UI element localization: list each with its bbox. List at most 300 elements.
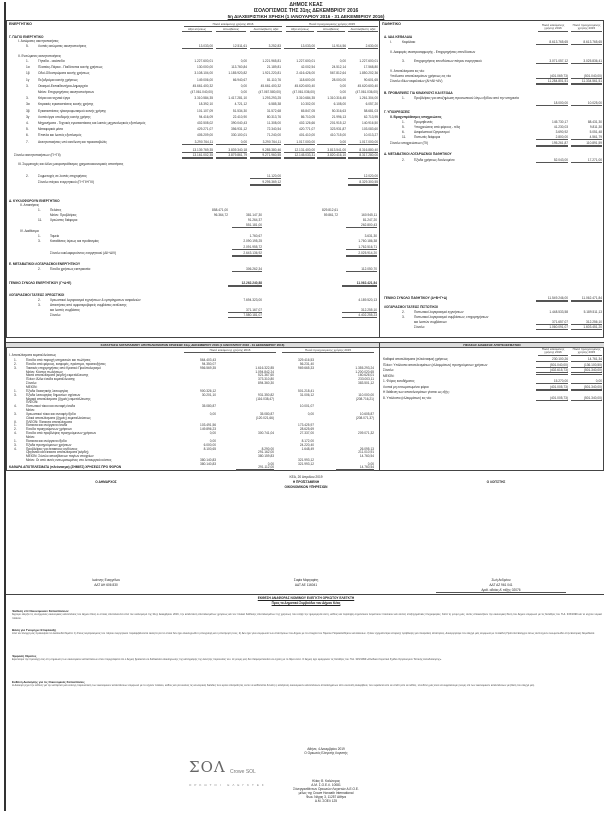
amount-cell: 321.993,12 — [298, 461, 314, 466]
row-label: Έκτακτα και ανόργανα έξοδα — [26, 438, 67, 443]
row-number: 3. — [14, 365, 17, 370]
amount-cell: 1.221.965,81 — [262, 59, 281, 63]
amount-cell: 211.010,91 — [358, 450, 374, 455]
amount-cell: 13.161.002,35 — [182, 153, 213, 159]
amount-cell: 567.812,64 — [330, 71, 346, 76]
row-number: 3. — [38, 303, 41, 307]
amount-cell: (208.071,37) — [355, 415, 374, 420]
row-label: Σύνολο υποχρεώσεων (ΓΙΙ) — [390, 141, 429, 145]
row-number: II. — [14, 419, 17, 424]
amount-cell: 969.665,33 — [298, 365, 314, 370]
amount-cell: 3.252,83 — [250, 44, 281, 49]
amount-cell: 390.040,43 — [231, 121, 247, 125]
row-label: Ακινητοποιήσεις υπό εκτέλεση και προκαταβολές — [38, 139, 107, 144]
row-label: Α. ΙΔΙΑ ΚΕΦΑΛΑΙΑ — [384, 35, 413, 39]
row-number: 3. — [26, 83, 29, 88]
amount-cell: 24.512,14 — [331, 65, 346, 70]
col-header: Αξία κτήσεως — [286, 27, 314, 32]
audit-paragraph: Από τον έλεγχό μας προέκυψαν τα ακόλουθα θέματα: 1) Στους λογαριασμούς του πάγιου ενεργητικού περιλαμβάνονται ακίνητα για τα οποία δεν έχει ολοκληρωθεί η απογραφή και η αποτίμησή τους. 2) Δεν έχει γίνει συμφωνία των απαιτήσεων του Δήμου με τα στοιχεία του Ταμείου Παρακαταθηκών και Δανείων. 3) Δεν σχηματίστηκε επαρκής πρόβλεψη για επισφαλείς απαιτήσεις. Διενεργήσαμε τον έλεγχό μας σύμφωνα με τα Διεθνή Πρότυπα Ελέγχου όπως αυτά έχουν ενσωματωθεί στην Ελληνική Νομοθεσία. — [12, 632, 596, 635]
row-label: Απαιτήσεις από αμφοτεροβαρείς συμβάσεις εκτέλεσης — [50, 303, 127, 307]
amount-cell: 160.945,11 — [361, 213, 377, 217]
amount-cell: 62.713,95 — [363, 114, 378, 119]
row-number: 3α — [26, 102, 30, 107]
row-number: 4. — [14, 431, 17, 436]
row-number: 11. — [38, 218, 43, 222]
row-number: 1. — [26, 59, 29, 63]
table-row — [6, 141, 604, 145]
row-label: ΜΕΙΟΝ: Σύνολο αποσβέσεων παγίων στοιχείων — [26, 454, 94, 459]
row-label: Λοιπές ασώματες ακινητοποιήσεις — [38, 44, 87, 48]
row-label: Μικτά αποτελέσματα (κέρδη) εκμετάλλευσης — [26, 373, 89, 378]
amount-cell: 3.879.861,79 — [216, 153, 247, 159]
row-number: 3. — [14, 442, 17, 447]
table-row — [6, 174, 604, 178]
amount-cell: 9.811,30 — [589, 125, 602, 129]
amount-cell: 956.569,35 — [200, 365, 216, 370]
amount-cell: 12.020,00 — [348, 174, 378, 179]
amount-cell: 9.295.369,12 — [250, 180, 281, 186]
amount-cell: 1.185.920,82 — [228, 71, 247, 76]
row-label: Μηχανήματα - Τεχνικές εγκαταστάσεις και λοιπός μηχανολογικός εξοπλισμός — [38, 121, 146, 125]
amount-cell: 6.585,38 — [268, 102, 281, 107]
firm-logo: ΣΟΛ — [189, 758, 226, 776]
row-number: 4. — [26, 121, 29, 125]
col-group-prior: Ποσά προηγούμενης χρήσης 2015 — [286, 22, 378, 27]
amount-cell: 0,00 — [317, 140, 346, 145]
row-label: Οικισμοί-Εκπαιδευτήρια-Δημαρχεία — [38, 83, 88, 88]
amount-cell: 45.620.600,40 — [357, 83, 378, 88]
row-label: ΠΛΕΟΝ: Έκτακτα αποτελέσματα — [26, 419, 72, 424]
amount-cell — [571, 374, 602, 375]
row-number: 3. — [14, 411, 17, 416]
amount-cell: 149.006,00 — [197, 77, 213, 82]
amount-cell: 110.891,59 — [571, 141, 602, 147]
receivables-heading: II. Απαιτήσεις — [20, 203, 40, 207]
row-number: 2. — [26, 174, 29, 178]
amount-cell: 18.000,00 — [536, 101, 568, 106]
row-label: Οδοί-Οδοστρώματα κοινής χρήσεως — [38, 71, 90, 76]
amount-cell: 501.218,41 — [298, 388, 314, 393]
amount-cell: 52.043,00 — [536, 158, 568, 163]
audit-heading-emphasis: Έμφαση θέματος — [12, 654, 37, 658]
amount-cell: 0,00 — [339, 90, 346, 94]
amount-cell: 858.471,00 — [212, 208, 228, 212]
row-label: Μείον: Επιχορηγήσεις ακινητοποιήσεων — [38, 90, 95, 94]
amount-cell: 24.220,40 — [299, 442, 314, 447]
amount-cell: 551.181,00 — [232, 223, 262, 228]
amount-cell: 8.100,65 — [203, 446, 216, 451]
table-row — [6, 310, 604, 314]
row-label: Πιστωτικοί λογαριασμοί συμβάσεων, επιχορηγήσεων — [414, 315, 489, 319]
amount-cell: 17.568,80 — [363, 65, 378, 70]
amount-cell: 10.605,87 — [359, 411, 374, 416]
amount-cell: 420.771,07 — [299, 127, 315, 132]
amount-cell: 1.261.304,00 — [359, 96, 378, 101]
amount-cell: 10.001,07 — [299, 404, 314, 409]
amount-cell: 564.403,43 — [200, 358, 216, 362]
amount-cell: 201.915,12 — [330, 121, 346, 125]
row-label: Β. ΠΡΟΒΛΕΨΕΙΣ ΓΙΑ ΚΙΝΔΥΝΟΥΣ ΚΑΙ ΕΞΟΔΑ — [384, 91, 453, 95]
table-row — [6, 234, 604, 238]
col-header: Ποσά προηγούμενης χρήσης 2015 — [282, 348, 374, 353]
amount-cell: (47.061.040,00) — [190, 90, 213, 94]
audit-heading-report: Έκθεση επί Οικονομικών Καταστάσεων — [12, 609, 69, 613]
amount-cell: 81.110,76 — [267, 77, 281, 82]
row-label: Καταθέσεις όψεως και προθεσμίας — [50, 239, 99, 243]
auditor-place-date: Αθήνα, 4 Δεκεμβρίου 2019 — [307, 747, 345, 751]
row-label: Η διάθεση των αποτελεσμάτων γίνεται ως εξής: — [383, 390, 450, 394]
row-label: Έσοδα από προβλέψεις προηγούμενων χρήσεων — [26, 431, 97, 436]
amount-cell: 1.760,67 — [249, 234, 262, 238]
audit-heading-basis: Βάση για Γνώμη με Επιφύλαξη — [12, 628, 57, 632]
amount-cell: 2.091.955,72 — [232, 245, 262, 250]
row-label: Ολικά αποτελέσματα (ζημιές) εκμεταλλεύσεως — [26, 415, 91, 420]
amount-cell: 59.861,72 — [323, 213, 338, 217]
table-row — [6, 245, 604, 249]
audit-heading-responsibility: Ευθύνη Διοίκησης για τις Οικονομικές Καταστάσεις — [12, 680, 85, 684]
table-row — [6, 180, 604, 184]
row-label: II. Βραχυπρόθεσμες υποχρεώσεις — [390, 115, 442, 119]
row-label: Κτίρια και τεχνικά έργα — [38, 96, 70, 101]
amount-cell: 3.108.104,00 — [194, 71, 213, 76]
amount-cell: 0,00 — [209, 431, 216, 436]
row-label: Σύνολο κυκλοφορούντος ενεργητικού (ΔΙΙ+ΔΙV) — [50, 251, 117, 255]
fiscal-period: 5η ΔΙΑΧΕΙΡΙΣΤΙΚΗ ΧΡΗΣΗ (1 ΙΑΝΟΥΑΡΙΟΥ 2016 - 31 ΔΕΚΕΜΒΡΙΟΥ 2016) — [227, 14, 385, 19]
row-number: 5. — [26, 44, 29, 48]
amount-cell: 11.334.561,51 — [571, 79, 602, 85]
amount-cell: 931.350,82 — [258, 392, 274, 397]
row-number: 2. — [402, 158, 405, 162]
row-number: 2. — [14, 427, 17, 432]
amount-cell: 402.126,66 — [299, 121, 315, 125]
row-label: Προβλέψεις για αποζημίωση προσωπικού λόγω εξόδου από την υπηρεσία — [414, 96, 519, 100]
row-number: 1. — [38, 234, 41, 238]
amount-cell: 4.189.520,13 — [358, 298, 377, 302]
table-row — [6, 315, 604, 319]
row-label: Έσοδα από παροχή υπηρεσιών και πωλήσεις — [26, 358, 91, 362]
col-header: Ποσά κλειόμενης χρήσης 2016 — [184, 348, 276, 353]
table-row — [6, 363, 604, 367]
auditor-name: Ηλίας Θ. Καλύτερος — [311, 779, 341, 783]
col-group-current: Ποσά κλειόμενης χρήσης 2016 — [184, 22, 282, 27]
row-label: Μερικά αποτελέσματα (ζημιές) εκμετάλλευσης — [26, 396, 91, 401]
row-label: Εγκαταστάσεις ηλεκτροφωτισμού κοινής χρήσης — [38, 108, 106, 113]
amount-cell: 1.417.281,10 — [228, 96, 247, 101]
table-row — [6, 208, 604, 212]
amount-cell: 291.112,00 — [236, 465, 274, 471]
participations-heading: III. Συμμετοχές και άλλες μακροπρόθεσμες χρηματοοικονομικές απαιτήσεις — [18, 162, 124, 166]
row-label: Οργανικά και έκτακτα αποτελέσματα (κέρδη) — [26, 450, 89, 455]
amount-cell: 22.410,90 — [232, 114, 247, 119]
signature-date: ΚΕΑ, 20 Απριλίου 2019 — [289, 475, 323, 479]
row-label: ΜΕΙΟΝ: — [26, 384, 38, 389]
row-label: και λοιπών συμβάσεων — [414, 320, 447, 324]
amount-cell: 31.006,12 — [299, 392, 314, 397]
amount-cell: 405.209,00 — [197, 133, 213, 138]
amount-cell: 380.140,83 — [200, 461, 216, 466]
audit-paragraph: Εφιστούμε την προσοχή σας στη σημείωση των οικονομικών καταστάσεων όπου περιγράφεται ότι ο Δήμος βρίσκεται σε διαδικασία ολοκλήρωσης της καταγραφής της ακίνητης περιουσίας του. Η γνώμη μας δεν διαφοροποιείται σε σχέση με το θέμα αυτό. Ο Δήμος έχει εφαρμόσει τις διατάξεις του Π.Δ. 315/1999 «Κλαδικό Λογιστικό Σχέδιο Οργανισμών Τοπικής Αυτοδιοίκησης». — [12, 658, 442, 661]
row-label: και λοιπές συμβάσεις — [50, 308, 80, 312]
head-id: ΑΔΤ ΑΕ 116041 — [294, 583, 318, 587]
table-row — [6, 115, 604, 119]
row-number: I. — [390, 40, 392, 44]
section-divider — [6, 594, 604, 595]
amount-cell: 1.616.322,85 — [255, 365, 274, 370]
audit-addressee: Προς το Δημοτικό Συμβούλιο του Δήμου Κέας — [271, 601, 341, 605]
row-label: Μείον: Κόστος πωλήσεων — [26, 369, 63, 374]
amount-cell: 4.402.255,23 — [342, 313, 377, 318]
amount-cell: 12.145.033,31 — [284, 153, 315, 159]
amount-cell: 3.690,92 — [555, 130, 568, 134]
amount-cell: 8.317.280,00 — [348, 153, 378, 159]
amount-cell: 21.996,13 — [331, 114, 346, 119]
row-number: 6. — [402, 130, 405, 134]
amount-cell: 300.741,04 — [258, 431, 274, 436]
head-name: Σοφία Μαργαρίτη — [293, 578, 319, 582]
amount-cell: 1.355.293,24 — [355, 365, 374, 370]
audit-title: ΕΚΘΕΣΗ ΑΝΑΦΟΡΑΣ ΝΟΜΙΜΟΥ ΕΛΕΓΚΤΗ ΟΡΚΩΤΟΥ ΕΛΕΓΚΤΗ — [257, 596, 355, 600]
table-row — [6, 35, 604, 39]
amount-cell: 6.108,00 — [333, 102, 346, 107]
head-title: Η ΠΡΟΪΣΤΑΜΕΝΗ — [292, 480, 320, 484]
amount-cell: 7.580.181,07 — [228, 313, 262, 318]
table-row — [6, 91, 604, 95]
row-label: Έσοδα προηγούμενων χρήσεων — [26, 427, 72, 432]
amount-cell: 28.000,00 — [331, 77, 346, 82]
amount-cell: 5.189.511,13 — [583, 310, 602, 314]
amount-cell: 5.051,48 — [589, 130, 602, 134]
amount-cell: 12.262.240,88 — [228, 281, 262, 287]
table-row — [6, 465, 604, 469]
table-row — [6, 84, 604, 88]
firm-registration: Α.Μ. ΣΟΕΛ 125 — [314, 799, 338, 803]
row-number: 1. — [402, 96, 405, 100]
amount-cell: 27.337,00 — [299, 431, 314, 436]
amount-cell: 829.812,61 — [322, 208, 338, 212]
amount-cell: 330.100,01 — [231, 133, 247, 138]
amount-cell: 3.820.416,10 — [317, 153, 346, 159]
amount-cell: 3.310.584,35 — [194, 96, 213, 101]
row-number: 3. — [402, 59, 405, 63]
row-label: Πελάτες — [50, 208, 62, 212]
table-row — [6, 40, 604, 44]
row-number: 4. — [14, 404, 17, 409]
amount-cell: 8.613.765,65 — [571, 40, 602, 45]
row-number: 2. — [38, 267, 41, 271]
amount-cell: 173.425,97 — [298, 423, 314, 428]
row-number: 11. — [402, 135, 407, 139]
amount-cell: 2.416.426,00 — [296, 71, 315, 76]
amount-cell: 41.230,03 — [553, 125, 568, 129]
row-number: 3. — [14, 392, 17, 397]
table-row — [6, 251, 604, 255]
amount-cell: 0,00 — [240, 83, 247, 88]
amount-cell: 90.601,65 — [363, 77, 378, 82]
amount-cell: 3.310.684,35 — [296, 96, 315, 101]
row-label: Χρεωστικοί λογαριασμοί εγγυήσεων & εμπράγματων ασφαλειών — [50, 298, 141, 302]
amount-cell: 10.013,27 — [363, 133, 378, 138]
row-label: Σύνολο πάγιου ενεργητικού (ΓΙ+ΓΙΙ+ΓΙΙΙ) — [38, 180, 94, 184]
row-label: Ασφαλιστικοί Οργανισμοί — [414, 130, 450, 134]
amount-cell: 1.603.451,20 — [571, 325, 602, 330]
asset-accruals-heading: Ε. ΜΕΤΑΒΑΤΙΚΟΙ ΛΟΓΑΡΙΑΣΜΟΙ ΕΝΕΡΓΗΤΙΚΟΥ — [9, 262, 81, 266]
row-number: 3. — [402, 315, 405, 319]
row-label: Έξοδα χρήσεως δουλευμένα — [414, 158, 455, 162]
amount-cell: (47.061.036,00) — [355, 90, 378, 94]
amount-cell: 262.800,43 — [346, 223, 377, 228]
amount-cell: 1.227.600,01 — [359, 59, 378, 63]
amount-cell: 11.284.801,51 — [536, 79, 568, 85]
accountant-title: Ο ΛΟΓΙΣΤΗΣ — [486, 480, 506, 484]
amount-cell: 14.760,54 — [336, 465, 374, 471]
row-label: Έσοδα από φόρους, εισφορές, πρόστιμα, προσαυξήσεις — [26, 361, 106, 366]
amount-cell: 3.071.057,12 — [536, 59, 568, 64]
amount-cell: 3.290.764,11 — [182, 140, 213, 145]
table-row — [6, 239, 604, 243]
row-number: 1β — [26, 71, 30, 76]
amount-cell: 12.511,61 — [216, 44, 247, 49]
row-label: Επιχορηγήσεις επενδύσεων πάγιου ενεργητικού — [414, 59, 482, 63]
amount-cell: 233.003,11 — [358, 377, 374, 382]
amount-cell: 1.060.091,07 — [536, 325, 568, 330]
table-row — [6, 101, 604, 105]
amount-cell: 80.313,76 — [266, 114, 281, 119]
table-row — [6, 79, 604, 83]
col-header: Αναπόσβεστη αξία — [250, 27, 282, 32]
amount-cell: 1.760.186,38 — [358, 239, 377, 243]
row-label: Λοιποί μη ενσωματωμένοι φόροι — [383, 384, 429, 389]
amount-cell: 94.416,09 — [198, 114, 213, 119]
amount-cell: 900.326,12 — [200, 388, 216, 393]
amount-cell: 96.364,72 — [213, 213, 228, 217]
assets-title: ΕΝΕΡΓΗΤΙΚΟ — [9, 22, 32, 26]
current-assets-heading: Δ. ΚΥΚΛΟΦΟΡΟΥΝ ΕΝΕΡΓΗΤΙΚΟ — [9, 199, 60, 203]
row-number: 3. — [26, 96, 29, 101]
amount-cell: 149.896,23 — [200, 427, 216, 432]
row-label: 8. Υπόλοιπο (ελλειμμάτων) εις νέο — [383, 395, 432, 400]
row-label: Υπόλοιπο αποτελεσμάτων χρήσεως εις νέο — [390, 74, 452, 78]
table-row — [6, 396, 604, 400]
amount-cell: 4.561,79 — [571, 135, 602, 140]
amount-cell: 6.000,00 — [203, 442, 216, 447]
amount-cell: 56.231,40 — [299, 361, 314, 366]
row-label: Κτιριακές εγκαταστάσεις κοινής χρήσης — [38, 102, 94, 107]
row-label: Σύνολο — [50, 313, 61, 317]
amount-cell: 51.534,30 — [232, 108, 247, 113]
amount-cell: 13.033,00 — [284, 44, 315, 49]
amount-cell: 14.760,54 — [359, 454, 374, 459]
row-label: II. Διαφορές αναπροσαρμογής - Επιχορηγήσεις επενδύσεων — [390, 50, 476, 54]
amount-cell: 1.200.020,65 — [355, 369, 374, 374]
table-row — [6, 223, 604, 227]
amount-cell: 113.760,84 — [231, 65, 247, 70]
amount-cell: 88.431,30 — [587, 120, 602, 124]
tangible-heading: II. Ενσώματες ακινητοποιήσεις — [18, 54, 61, 58]
amount-cell: (401.069,73) — [536, 74, 568, 79]
row-label: Μείον: Οι από αυτές ενσωματωμένες στο λειτουργικό κόστος — [26, 458, 112, 463]
row-label: Πλέον: Υπόλοιπο αποτελεσμάτων (ελλειμμάτων) προηγούμενων χρήσεων — [383, 362, 488, 367]
table-row — [6, 374, 604, 378]
table-row — [6, 44, 604, 48]
amount-cell: 7.694.323,00 — [243, 298, 262, 302]
amount-cell: 110.000,00 — [358, 392, 374, 397]
amount-cell: 402.508,02 — [197, 121, 213, 125]
amount-cell: 145.730,17 — [552, 120, 568, 124]
amount-cell: 1.094.842,24 — [255, 369, 274, 374]
row-number: 2. — [14, 361, 17, 366]
amount-cell: 312.255,10 — [342, 308, 377, 313]
table-row — [6, 50, 604, 54]
table-row — [6, 96, 604, 100]
amount-cell: 11.914,56 — [317, 44, 346, 49]
col-header: Αναπόσβεστη αξία — [348, 27, 378, 32]
amount-cell: 8.316.880,40 — [348, 148, 378, 153]
row-label: Μεταφορικά μέσα — [38, 127, 63, 132]
amount-cell: 11.062.421,84 — [342, 281, 377, 287]
row-number: 3. — [38, 239, 41, 243]
amount-cell: 31.572,68 — [266, 108, 281, 113]
amount-cell: 72.340,54 — [266, 127, 281, 132]
amount-cell: 58.681,03 — [363, 108, 378, 113]
mayor-id: ΑΔΤ ΑΗ 606 830 — [94, 583, 118, 587]
amount-cell: 26.095,13 — [359, 446, 374, 451]
firm-logo-partner: Crowe SOL — [230, 769, 256, 775]
amount-cell: 321.993,12 — [298, 458, 314, 463]
col-header: Αποσβέσεις — [216, 27, 246, 32]
row-label: Κεφάλαιο — [402, 40, 416, 44]
row-number: 2. — [402, 310, 405, 314]
row-label: Έξοδα λειτουργίας δημοσίων σχέσεων — [26, 392, 81, 397]
amount-cell: 11.549.246,00 — [536, 296, 568, 302]
amount-cell: 3.025.836,41 — [571, 59, 602, 64]
amount-cell: 329.416,53 — [298, 358, 314, 362]
debit-memo-heading: ΛΟΓΑΡΙΑΣΜΟΙ ΤΑΞΕΩΣ ΧΡΕΩΣΤΙΚΟΙ — [9, 293, 65, 297]
amount-cell: 894.360,30 — [258, 381, 274, 386]
amount-cell: 118.600,00 — [299, 77, 315, 82]
row-number: 3γ — [26, 114, 30, 119]
amount-cell: 50.316,63 — [331, 108, 346, 113]
amount-cell: 103.491,56 — [200, 423, 216, 428]
amount-cell: 10.025,00 — [571, 101, 602, 106]
row-label: Προβλέψεις για έκτακτους κινδύνους — [26, 446, 78, 451]
row-number: 6. — [26, 133, 29, 138]
row-label: Πεζοδρόμια κοινής χρήσεως — [38, 77, 78, 82]
amount-cell: 101.107,09 — [197, 108, 213, 113]
amount-cell: 0,00 — [216, 140, 247, 145]
amount-cell: 140.916,50 — [362, 121, 378, 125]
row-label: V. Αποτελέσματα εις νέο — [390, 69, 425, 73]
row-label: ΜΕΙΟΝ: — [383, 373, 395, 378]
amount-cell: 18.392,10 — [198, 102, 213, 107]
amount-cell: 8.290,00 — [261, 446, 274, 451]
amount-cell: 8.172,00 — [301, 438, 314, 443]
firm-membership: μέλος της Crowe Horwath International — [298, 791, 354, 795]
row-label: Χρεώστες διάφοροι — [50, 218, 78, 222]
table-row — [6, 158, 604, 162]
amount-cell: 373.310,80 — [258, 377, 274, 382]
row-number: 5. — [26, 127, 29, 132]
table-row — [6, 320, 604, 324]
row-label: ΓΕΝΙΚΟ ΣΥΝΟΛΟ ΕΝΕΡΓΗΤΙΚΟΥ (Γ+Δ+Ε) — [9, 281, 72, 285]
row-label: Πλατείες-Πάρκα - Παιδότοποι κοινής χρήσεως — [38, 65, 103, 70]
amount-cell: 380.159,83 — [258, 454, 274, 459]
row-label: Προμηθευτές — [414, 120, 433, 124]
amount-cell: 3.839.340,18 — [216, 148, 247, 153]
row-number: 4. — [14, 446, 17, 451]
amount-cell: 2.630,00 — [348, 44, 378, 49]
amount-cell: 2.643.136,92 — [232, 251, 262, 257]
amount-cell: 6.057,20 — [365, 102, 378, 107]
